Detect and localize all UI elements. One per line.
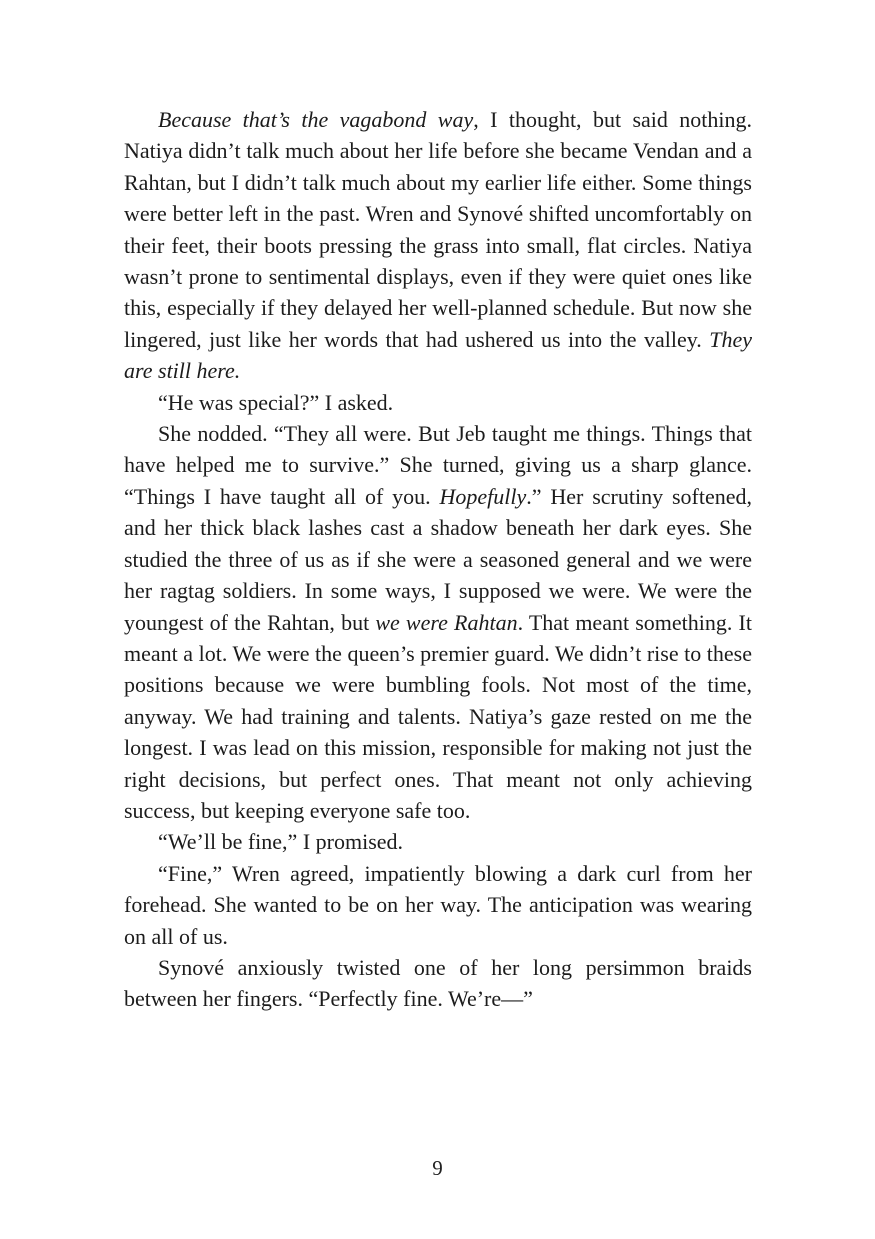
paragraph: She nodded. “They all were. But Jeb taught me things. Things that have helped me to survive.” She turned, giving us a sharp glance. “Things I have taught all of you. Hopefully.” Her scrutiny softened, and her thick black lashes cast a shadow beneath her dark eyes. She studied the three of us as if she were a seasoned general and we were her ragtag soldiers. In some ways, I supposed we were. We were the youngest of the Rahtan, but we were Rahtan. That meant something. It meant a lot. We were the queen’s premier guard. We didn’t rise to these positions because we were bumbling fools. Not most of the time, anyway. We had training and talents. Natiya’s gaze rested on me the longest. I was lead on this mission, responsible for making not just the right decisions, but perfect ones. That meant not only achieving success, but keeping everyone safe too. xyxy=(124,421,752,823)
italic-run: Because that’s the vagabond way xyxy=(158,107,474,132)
italic-run: They are still here. xyxy=(124,326,752,384)
paragraph: “He was special?” I asked. xyxy=(158,389,394,415)
paragraph: Synové anxiously twisted one of her long persimmon braids between her fingers. “Perfectly fine. We’re—” xyxy=(124,954,752,1012)
paragraph: “Fine,” Wren agreed, impatiently blowing a dark curl from her forehead. She wanted to be on her way. The anticipation was wearing on all of us. xyxy=(124,860,752,949)
italic-run: Hopefully xyxy=(439,483,527,509)
paragraph: “We’ll be fine,” I promised. xyxy=(158,829,404,855)
paragraph: Because that’s the vagabond way, I thought, but said nothing. Natiya didn’t talk much about her life before she became Vendan and a Rahtan, but I didn’t talk much about my earlier life either. Some things were better left in the past. Wren and Synové shifted uncomfortably on their feet, their boots pressing the grass into small, flat circles. Natiya wasn’t prone to sentimental displays, even if they were quiet ones like this, especially if they delayed her well-planned schedule. But now she lingered, just like her words that had ushered us into the valley. They are still here. xyxy=(124,107,752,384)
page-number: 9 xyxy=(432,1156,443,1180)
page-text xyxy=(124,104,752,1015)
italic-run: we were Rahtan xyxy=(375,609,518,635)
